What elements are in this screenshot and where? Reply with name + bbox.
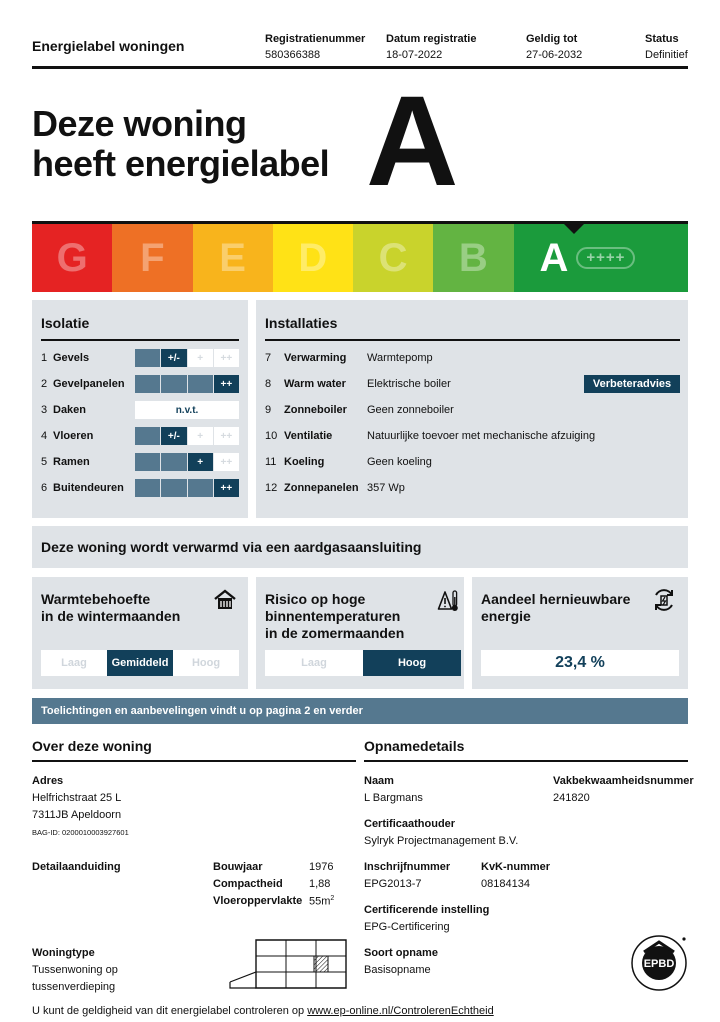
level-step: +: [188, 453, 213, 471]
footer-text: U kunt de geldigheid van dit energielabel controleren op: [32, 1005, 308, 1017]
instelling-value: EPG-Certificering: [364, 921, 450, 933]
option-hoog: Hoog: [363, 650, 461, 676]
woningtype-line-2: tussenverdieping: [32, 981, 116, 993]
row-number: 4: [41, 430, 48, 442]
field-label: Datum registratie: [386, 33, 477, 45]
option-gemiddeld: Gemiddeld: [107, 650, 173, 676]
installatie-row: [265, 375, 451, 393]
row-name: Vloeren: [53, 430, 94, 442]
field-label: Registratienummer: [265, 33, 366, 45]
row-number: 5: [41, 456, 48, 468]
row-value: Natuurlijke toevoer met mechanische afzuiging: [367, 430, 596, 442]
certificaathouder-label: Certificaathouder: [364, 818, 456, 830]
row-name: Gevels: [53, 352, 90, 364]
field-value: 18-07-2022: [386, 49, 443, 61]
row-number: 9: [265, 404, 272, 416]
level-step: ++: [214, 349, 239, 367]
kvk-label: KvK-nummer: [481, 861, 551, 873]
row-number: 1: [41, 352, 48, 364]
energy-label-letter: A: [366, 70, 459, 213]
active-label-pointer-icon: [562, 222, 586, 234]
isolatie-row: [41, 349, 89, 367]
isolatie-level-bar: [135, 479, 239, 497]
row-name: Zonneboiler: [284, 404, 347, 416]
level-step: +: [188, 427, 213, 445]
row-name: Ramen: [53, 456, 90, 468]
inschrijfnummer-label: Inschrijfnummer: [364, 861, 451, 873]
title-line: in de zomermaanden: [265, 625, 405, 641]
vakbekwaamheid-value: 241820: [553, 792, 590, 804]
installatie-row: [265, 453, 432, 471]
level-step: ++: [214, 375, 239, 393]
datum-registratie-field: [386, 33, 476, 61]
warning-thermometer-icon: [437, 589, 459, 613]
verbeteradvies-badge: Verbeteradvies: [584, 375, 680, 393]
field-value: 580366388: [265, 49, 321, 61]
row-name: Warm water: [284, 378, 346, 390]
field-value: Definitief: [645, 49, 688, 61]
field-value: 27-06-2032: [526, 49, 583, 61]
level-step: [135, 375, 160, 393]
geldig-tot-field: [526, 33, 582, 61]
row-name: Buitendeuren: [53, 482, 124, 494]
epbd-logo-icon: [630, 934, 688, 992]
level-step: [135, 453, 160, 471]
title-line: binnentemperaturen: [265, 608, 401, 624]
installatie-row: [265, 349, 433, 367]
vakbekwaamheid-label: Vakbekwaamheidsnummer: [553, 775, 694, 787]
adres-line-2: 7311JB Apeldoorn: [32, 809, 122, 821]
level-step: +: [188, 349, 213, 367]
hernieuwbaar-panel: [472, 577, 688, 689]
isolatie-level-bar: [135, 375, 239, 393]
level-step: [188, 479, 213, 497]
level-step: ++: [214, 479, 239, 497]
title-line: Risico op hoge: [265, 591, 366, 607]
registratienummer-field: [265, 33, 365, 61]
level-step: ++: [214, 453, 239, 471]
row-name: Verwarming: [284, 352, 347, 364]
renewable-energy-icon: [651, 587, 677, 613]
scale-segment-c: C: [353, 224, 433, 292]
row-number: 6: [41, 482, 48, 494]
building-diagram-icon: [226, 938, 352, 992]
row-name: Daken: [53, 404, 87, 416]
installaties-title: Installaties: [265, 315, 338, 331]
row-value: Geen koeling: [367, 456, 432, 468]
naam-value: L Bargmans: [364, 792, 423, 804]
compactheid-label: Compactheid: [213, 878, 283, 890]
isolatie-row: [41, 453, 90, 471]
opnamedetails-title: Opnamedetails: [364, 738, 465, 754]
title-line: Aandeel hernieuwbare: [481, 591, 631, 607]
title-line: energie: [481, 608, 531, 624]
row-name: Gevelpanelen: [53, 378, 125, 390]
installatie-row: [265, 427, 595, 445]
bouwjaar-label: Bouwjaar: [213, 861, 263, 873]
title-line: in de wintermaanden: [41, 608, 181, 624]
header-divider: [32, 66, 688, 69]
level-step: [135, 427, 160, 445]
plus-badge: ++++: [576, 247, 635, 269]
level-step: +/-: [161, 349, 186, 367]
ep-online-link[interactable]: www.ep-online.nl/ControlerenEchtheid: [307, 1005, 494, 1017]
soort-opname-value: Basisopname: [364, 964, 431, 976]
scale-segment-f: F: [112, 224, 192, 292]
isolatie-row: [41, 427, 93, 445]
option-laag: Laag: [41, 650, 107, 676]
certificaathouder-value: Sylryk Projectmanagement B.V.: [364, 835, 519, 847]
bag-id: BAG-ID: 0200010003927601: [32, 828, 129, 837]
soort-opname-label: Soort opname: [364, 947, 438, 959]
isolatie-divider: [41, 339, 239, 341]
woningtype-label: Woningtype: [32, 947, 95, 959]
option-hoog: Hoog: [173, 650, 239, 676]
isolatie-level-bar: [135, 453, 239, 471]
installaties-divider: [265, 339, 680, 341]
row-number: 7: [265, 352, 272, 364]
not-applicable-value: n.v.t.: [135, 401, 239, 419]
footer-note: [32, 1005, 494, 1017]
isolatie-row: [41, 375, 125, 393]
status-field: [645, 33, 688, 61]
isolatie-level-bar: [135, 349, 239, 367]
over-woning-title: Over deze woning: [32, 738, 152, 754]
field-label: Status: [645, 33, 679, 45]
scale-segment-d: D: [273, 224, 353, 292]
isolatie-level-bar: [135, 427, 239, 445]
row-name: Koeling: [284, 456, 325, 468]
scale-segment-a: [514, 224, 688, 292]
row-name: Zonnepanelen: [284, 482, 359, 494]
level-step: [188, 375, 213, 393]
field-label: Geldig tot: [526, 33, 578, 45]
row-value: Geen zonneboiler: [367, 404, 454, 416]
adres-line-1: Helfrichstraat 25 L: [32, 792, 122, 804]
toelichting-banner: Toelichtingen en aanbevelingen vindt u op pagina 2 en verder: [32, 698, 688, 724]
row-number: 3: [41, 404, 48, 416]
active-letter: A: [539, 235, 569, 280]
vloer-sup: 2: [330, 895, 335, 902]
row-value: 357 Wp: [367, 482, 405, 494]
opnamedetails-divider: [364, 760, 688, 762]
hernieuwbaar-title: [481, 591, 630, 625]
compactheid-value: 1,88: [309, 878, 331, 890]
risico-title: [265, 591, 404, 642]
warmtebehoefte-panel: [32, 577, 248, 689]
vloeroppervlakte-value: [309, 895, 334, 908]
installatie-row: [265, 479, 405, 497]
hernieuwbaar-value: 23,4 %: [481, 650, 679, 676]
kvk-value: 08184134: [481, 878, 530, 890]
level-step: [135, 349, 160, 367]
row-value: Warmtepomp: [367, 352, 433, 364]
gas-banner: [32, 526, 688, 568]
adres-label: Adres: [32, 775, 64, 787]
level-step: [161, 375, 186, 393]
warmtebehoefte-scale: [41, 650, 239, 676]
woningtype-line-1: Tussenwoning op: [32, 964, 118, 976]
energy-label-scale: [32, 224, 688, 292]
row-number: 11: [265, 456, 277, 468]
detailaanduiding-label: Detailaanduiding: [32, 861, 121, 873]
scale-segment-e: E: [193, 224, 273, 292]
headline: [32, 104, 329, 184]
level-step: +/-: [161, 427, 186, 445]
vloer-number: 55m: [309, 895, 331, 908]
document-title: Energielabel woningen: [32, 38, 185, 54]
isolatie-row: [41, 401, 86, 419]
row-name: Ventilatie: [284, 430, 333, 442]
headline-line-2: heeft energielabel: [32, 143, 330, 184]
level-step: [135, 479, 160, 497]
level-step: [161, 453, 186, 471]
naam-label: Naam: [364, 775, 394, 787]
option-laag: Laag: [265, 650, 363, 676]
gas-banner-text: Deze woning wordt verwarmd via een aardgasaansluiting: [41, 539, 422, 555]
svg-text:EPBD: EPBD: [643, 958, 675, 970]
bouwjaar-value: 1976: [309, 861, 334, 873]
inschrijfnummer-value: EPG2013-7: [364, 878, 422, 890]
headline-line-1: Deze woning: [32, 103, 247, 144]
vloeroppervlakte-label: Vloeroppervlakte: [213, 895, 303, 907]
warmtebehoefte-title: [41, 591, 180, 625]
row-number: 10: [265, 430, 278, 442]
level-step: ++: [214, 427, 239, 445]
risico-scale: [265, 650, 461, 676]
row-number: 12: [265, 482, 278, 494]
title-line: Warmtebehoefte: [41, 591, 151, 607]
scale-segment-b: B: [433, 224, 513, 292]
risico-panel: [256, 577, 464, 689]
isolatie-row: [41, 479, 124, 497]
row-number: 8: [265, 378, 272, 390]
row-value: Elektrische boiler: [367, 378, 451, 390]
row-number: 2: [41, 378, 48, 390]
level-step: [161, 479, 186, 497]
instelling-label: Certificerende instelling: [364, 904, 490, 916]
over-woning-divider: [32, 760, 356, 762]
house-heating-icon: [214, 589, 236, 611]
scale-segment-g: G: [32, 224, 112, 292]
installatie-row: [265, 401, 454, 419]
isolatie-title: Isolatie: [41, 315, 90, 331]
